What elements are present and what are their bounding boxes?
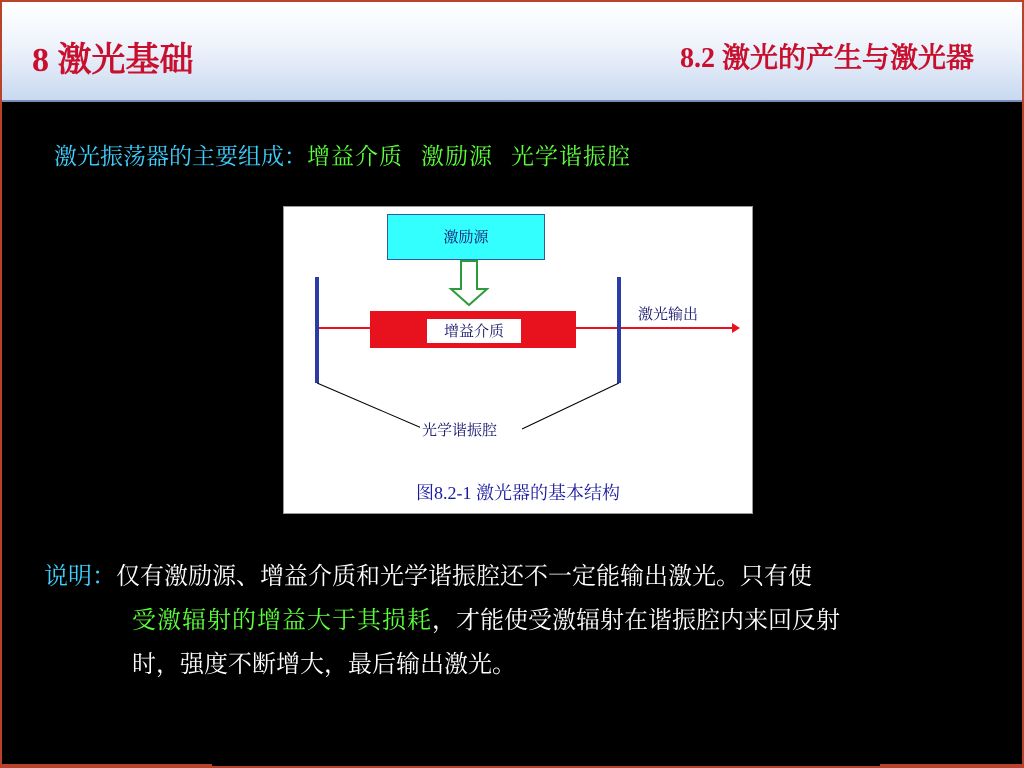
footer-bar-right [880,764,1024,768]
output-arrowhead [732,323,740,333]
laser-output-label: 激光输出 [638,305,699,323]
component-resonator: 光学谐振腔 [511,144,631,170]
explanation-line-1 [44,554,984,598]
intro-lead: 激光振荡器的主要组成： [54,144,307,170]
component-pump-source: 激励源 [421,144,493,170]
chapter-title: 8 激光基础 [32,42,194,79]
resonator-label: 光学谐振腔 [422,421,498,439]
pump-source-box: 激励源 [387,214,545,260]
laser-structure-figure [283,206,753,514]
explanation-highlight: 受激辐射的增益大于其损耗 [132,606,432,634]
footer-bar-left [0,764,212,768]
figure-caption: 图8.2-1 激光器的基本结构 [416,483,620,503]
explanation-label: 说明： [44,562,116,590]
cavity-pointer-right [522,383,619,429]
explanation-text-1: 仅有激励源、增益介质和光学谐振腔还不一定能输出激光。只有使 [116,562,812,590]
section-title: 8.2 激光的产生与激光器 [679,43,974,74]
explanation-line-3: 时，强度不断增大，最后输出激光。 [132,650,516,678]
intro-line [54,142,631,172]
component-gain-medium: 增益介质 [307,144,403,170]
cavity-pointer-left [317,383,424,429]
pump-arrow [451,261,487,305]
component-list [307,144,631,170]
explanation-line-2 [44,598,984,642]
slide-header [2,2,1022,102]
gain-medium-label: 增益介质 [427,319,521,343]
explanation-text-2: ，才能使受激辐射在谐振腔内来回反射 [432,606,840,634]
explanation [44,554,984,686]
